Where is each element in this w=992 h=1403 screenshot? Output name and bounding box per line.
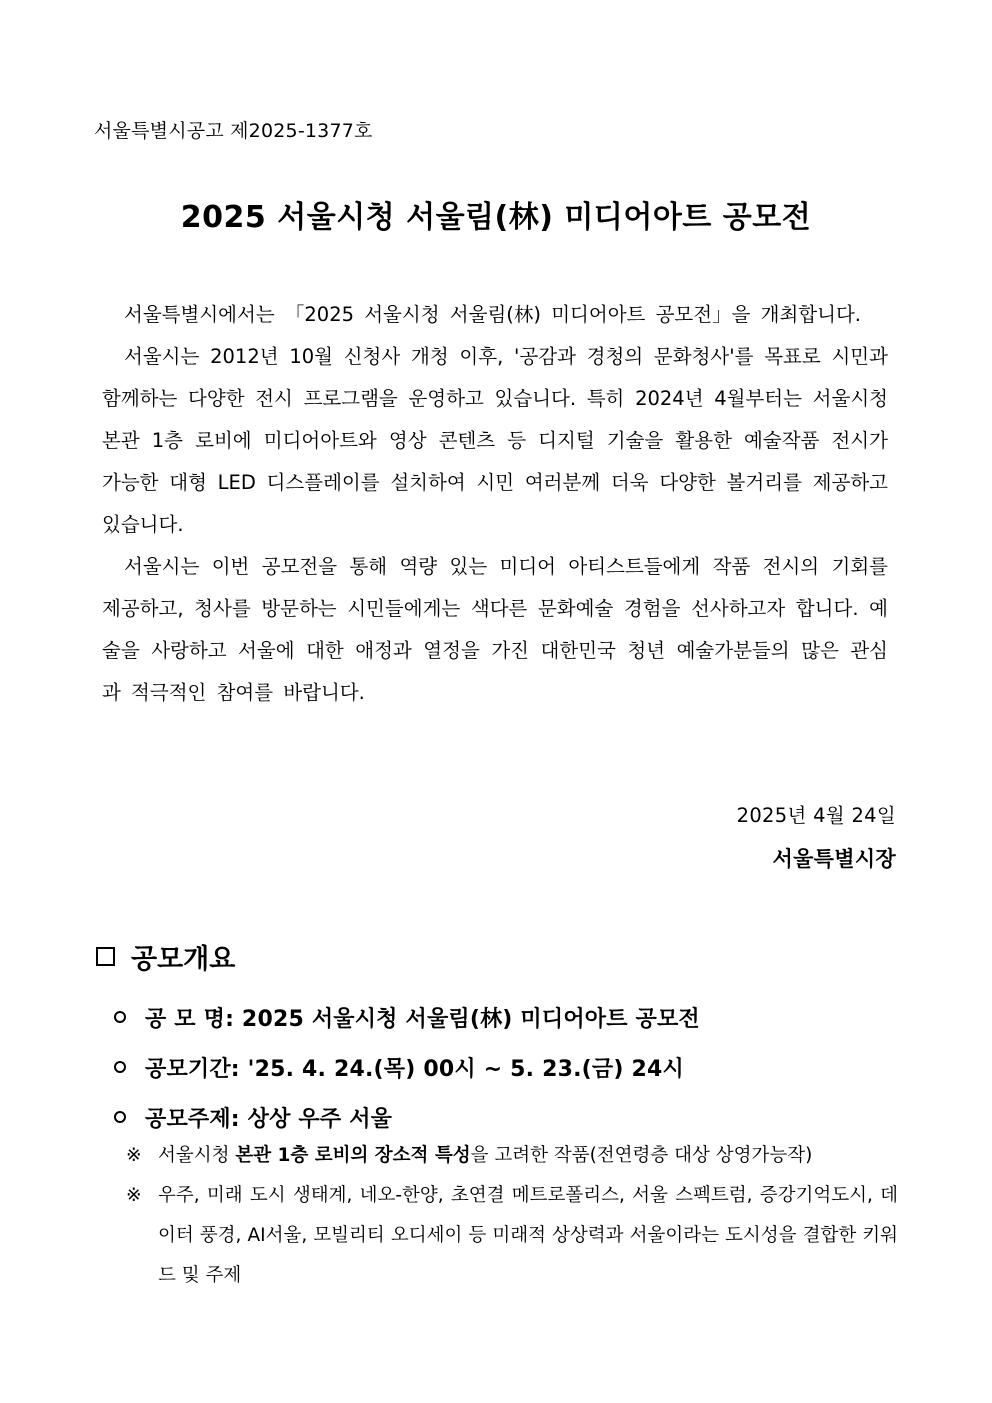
paragraph-intro: 서울특별시에서는 「2025 서울시청 서울림(林) 미디어아트 공모전」을 개최합니다. [124,303,862,326]
circle-bullet-icon [114,1011,126,1023]
list-item-contest-period [112,1042,912,1092]
note-text-post: 을 고려한 작품(전연령층 대상 상영가능작) [470,1145,813,1166]
notice-number: 서울특별시공고 제2025-1377호 [94,120,373,142]
overview-list [112,992,912,1142]
reference-mark-icon: ※ [126,1185,142,1206]
note-item [126,1176,898,1296]
reference-mark-icon: ※ [126,1145,142,1166]
list-item-contest-name [112,992,912,1042]
note-text [158,1136,898,1176]
theme-notes [126,1136,898,1296]
note-text-emphasis: 본관 1층 로비의 장소적 특성 [235,1145,471,1166]
section-heading-label: 공모개요 [131,944,236,975]
paragraph-background: 서울시는 2012년 10월 신청사 개청 이후, '공감과 경청의 문화청사'를 목표로 시민과 함께하는 다양한 전시 프로그램을 운영하고 있습니다. 특히 2024년 4월부터는 서울시청 본관 1층 로비에 미디어아트와 영상 콘텐츠 등 디지털 기술을 활용한 예술작품 전시가 가능한 대형 LED 디스플레이를 설치하여 시민 여러분께 더욱 다양한 볼거리를 제공하고 있습니다. [102,345,888,536]
square-bullet-icon [96,947,115,966]
announcement-date: 2025년 4월 24일 [736,804,896,827]
note-item [126,1136,898,1176]
circle-bullet-icon [114,1111,126,1123]
note-text: 우주, 미래 도시 생태계, 네오-한양, 초연결 메트로폴리스, 서울 스펙트럼, 증강기억도시, 데이터 풍경, AI서울, 모빌리티 오디세이 등 미래적 상상력과 서울이라는 도시성을 결합한 키워드 및 주제 [158,1185,898,1286]
note-text-pre: 서울시청 [158,1145,236,1166]
paragraph-purpose: 서울시는 이번 공모전을 통해 역량 있는 미디어 아티스트들에게 작품 전시의 기회를 제공하고, 청사를 방문하는 시민들에게는 색다른 문화예술 경험을 선사하고자 합니다. 예술을 사랑하고 서울에 대한 애정과 열정을 가진 대한민국 청년 예술가분들의 많은 관심과 적극적인 참여를 바랍니다. [102,555,888,704]
circle-bullet-icon [114,1061,126,1073]
list-item-contest-theme [112,1092,912,1142]
list-item-text: 공모기간: '25. 4. 24.(목) 00시 ~ 5. 23.(금) 24시 [145,1056,684,1082]
announcement-body [102,294,888,714]
list-item-text: 공 모 명: 2025 서울시청 서울림(林) 미디어아트 공모전 [145,1006,700,1032]
list-item-text: 공모주제: 상상 우주 서울 [145,1106,393,1132]
section-heading [96,937,235,976]
page-title: 2025 서울시청 서울림(林) 미디어아트 공모전 [180,200,812,235]
issuer-name: 서울특별시장 [772,847,896,871]
